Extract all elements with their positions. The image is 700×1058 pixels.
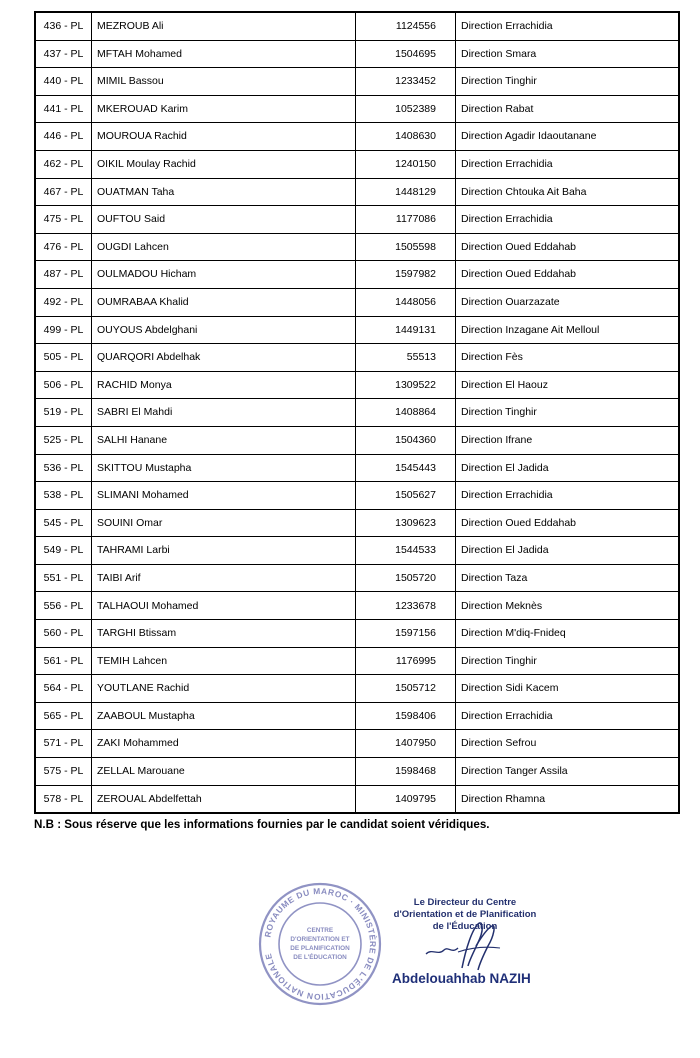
row-number: 505 - PL (35, 344, 92, 372)
table-row (35, 620, 679, 648)
row-number: 441 - PL (35, 95, 92, 123)
table-row (35, 426, 679, 454)
official-stamp (256, 880, 384, 1008)
candidate-code: 1544533 (356, 537, 456, 565)
candidate-code: 1505712 (356, 675, 456, 703)
candidate-code: 1408630 (356, 123, 456, 151)
direction-name: Direction Fès (456, 344, 680, 372)
table-row (35, 150, 679, 178)
candidate-code: 1448129 (356, 178, 456, 206)
row-number: 538 - PL (35, 482, 92, 510)
candidate-code: 1505720 (356, 564, 456, 592)
direction-name: Direction Oued Eddahab (456, 261, 680, 289)
row-number: 561 - PL (35, 647, 92, 675)
candidate-name: TARGHI Btissam (92, 620, 356, 648)
table-row (35, 40, 679, 68)
table-row (35, 344, 679, 372)
candidate-name: QUARQORI Abdelhak (92, 344, 356, 372)
candidate-code: 1598468 (356, 758, 456, 786)
direction-name: Direction Taza (456, 564, 680, 592)
candidate-name: MFTAH Mohamed (92, 40, 356, 68)
candidate-code: 1407950 (356, 730, 456, 758)
candidate-name: ZEROUAL Abdelfettah (92, 785, 356, 813)
candidate-name: MIMIL Bassou (92, 68, 356, 96)
table-row (35, 537, 679, 565)
table-row (35, 675, 679, 703)
row-number: 519 - PL (35, 399, 92, 427)
candidate-code: 1177086 (356, 206, 456, 234)
row-number: 475 - PL (35, 206, 92, 234)
candidate-code: 1504360 (356, 426, 456, 454)
candidate-name: OUATMAN Taha (92, 178, 356, 206)
row-number: 446 - PL (35, 123, 92, 151)
stamp-inner-line: DE L'ÉDUCATION (293, 954, 347, 961)
row-number: 571 - PL (35, 730, 92, 758)
direction-name: Direction Tinghir (456, 647, 680, 675)
table-row (35, 261, 679, 289)
candidate-name: SALHI Hanane (92, 426, 356, 454)
direction-name: Direction Sidi Kacem (456, 675, 680, 703)
direction-name: Direction Errachidia (456, 12, 680, 40)
candidate-code: 1233678 (356, 592, 456, 620)
candidate-code: 1233452 (356, 68, 456, 96)
candidate-name: MEZROUB Ali (92, 12, 356, 40)
direction-name: Direction Tinghir (456, 399, 680, 427)
row-number: 440 - PL (35, 68, 92, 96)
row-number: 462 - PL (35, 150, 92, 178)
candidate-code: 1449131 (356, 316, 456, 344)
candidate-code: 55513 (356, 344, 456, 372)
table-row (35, 592, 679, 620)
direction-name: Direction Tinghir (456, 68, 680, 96)
candidate-name: OUYOUS Abdelghani (92, 316, 356, 344)
table-row (35, 206, 679, 234)
direction-name: Direction Errachidia (456, 702, 680, 730)
candidate-code: 1409795 (356, 785, 456, 813)
signatory-title-line: de l'Éducation (432, 921, 498, 932)
handwritten-signature (418, 918, 508, 978)
direction-name: Direction Oued Eddahab (456, 233, 680, 261)
stamp-outer-text: ROYAUME DU MAROC · MINISTÈRE DE L'ÉDUCATION NATIONALE (262, 885, 379, 1003)
direction-name: Direction Errachidia (456, 150, 680, 178)
candidate-name: OIKIL Moulay Rachid (92, 150, 356, 178)
table-row (35, 288, 679, 316)
row-number: 536 - PL (35, 454, 92, 482)
direction-name: Direction Oued Eddahab (456, 509, 680, 537)
row-number: 551 - PL (35, 564, 92, 592)
candidate-name: ZAKI Mohammed (92, 730, 356, 758)
candidate-name: OUFTOU Said (92, 206, 356, 234)
candidate-code: 1176995 (356, 647, 456, 675)
direction-name: Direction Errachidia (456, 482, 680, 510)
stamp-inner-line: D'ORIENTATION ET (290, 936, 350, 943)
candidate-name: SLIMANI Mohamed (92, 482, 356, 510)
row-number: 492 - PL (35, 288, 92, 316)
table-row (35, 95, 679, 123)
direction-name: Direction Rhamna (456, 785, 680, 813)
row-number: 549 - PL (35, 537, 92, 565)
row-number: 575 - PL (35, 758, 92, 786)
candidate-name: ZAABOUL Mustapha (92, 702, 356, 730)
direction-name: Direction Inzagane Ait Melloul (456, 316, 680, 344)
table-row (35, 178, 679, 206)
candidate-code: 1598406 (356, 702, 456, 730)
stamp-inner-line: DE PLANIFICATION (290, 945, 350, 952)
candidate-name: OULMADOU Hicham (92, 261, 356, 289)
results-table (34, 11, 680, 814)
direction-name: Direction Meknès (456, 592, 680, 620)
direction-name: Direction Rabat (456, 95, 680, 123)
direction-name: Direction Tanger Assila (456, 758, 680, 786)
table-row (35, 564, 679, 592)
row-number: 525 - PL (35, 426, 92, 454)
direction-name: Direction El Jadida (456, 537, 680, 565)
row-number: 556 - PL (35, 592, 92, 620)
direction-name: Direction Smara (456, 40, 680, 68)
candidate-code: 1597156 (356, 620, 456, 648)
table-row (35, 399, 679, 427)
candidate-code: 1408864 (356, 399, 456, 427)
row-number: 560 - PL (35, 620, 92, 648)
candidate-name: OUGDI Lahcen (92, 233, 356, 261)
table-row (35, 758, 679, 786)
direction-name: Direction Errachidia (456, 206, 680, 234)
table-row (35, 730, 679, 758)
results-table-body (35, 12, 679, 813)
candidate-name: MOUROUA Rachid (92, 123, 356, 151)
candidate-code: 1309522 (356, 371, 456, 399)
table-row (35, 371, 679, 399)
row-number: 437 - PL (35, 40, 92, 68)
row-number: 487 - PL (35, 261, 92, 289)
direction-name: Direction Agadir Idaoutanane (456, 123, 680, 151)
candidate-code: 1309623 (356, 509, 456, 537)
row-number: 545 - PL (35, 509, 92, 537)
candidate-code: 1052389 (356, 95, 456, 123)
disclaimer-note: N.B : Sous réserve que les informations fournies par le candidat soient véridiques. (34, 818, 490, 831)
candidate-name: SABRI El Mahdi (92, 399, 356, 427)
candidate-name: TEMIH Lahcen (92, 647, 356, 675)
row-number: 565 - PL (35, 702, 92, 730)
row-number: 578 - PL (35, 785, 92, 813)
candidate-name: ZELLAL Marouane (92, 758, 356, 786)
table-row (35, 12, 679, 40)
direction-name: Direction M'diq-Fnideq (456, 620, 680, 648)
candidate-code: 1504695 (356, 40, 456, 68)
row-number: 476 - PL (35, 233, 92, 261)
direction-name: Direction El Jadida (456, 454, 680, 482)
candidate-name: TALHAOUI Mohamed (92, 592, 356, 620)
candidate-name: TAHRAMI Larbi (92, 537, 356, 565)
signatory-name: Abdelouahhab NAZIH (392, 971, 531, 986)
table-row (35, 68, 679, 96)
table-row (35, 233, 679, 261)
candidate-name: SKITTOU Mustapha (92, 454, 356, 482)
table-row (35, 482, 679, 510)
row-number: 436 - PL (35, 12, 92, 40)
table-row (35, 785, 679, 813)
direction-name: Direction Sefrou (456, 730, 680, 758)
direction-name: Direction Ifrane (456, 426, 680, 454)
candidate-name: OUMRABAA Khalid (92, 288, 356, 316)
table-row (35, 123, 679, 151)
direction-name: Direction Ouarzazate (456, 288, 680, 316)
stamp-inner-line: CENTRE (306, 927, 334, 934)
row-number: 499 - PL (35, 316, 92, 344)
candidate-code: 1505627 (356, 482, 456, 510)
row-number: 467 - PL (35, 178, 92, 206)
table-row (35, 702, 679, 730)
candidate-code: 1124556 (356, 12, 456, 40)
candidate-name: SOUINI Omar (92, 509, 356, 537)
direction-name: Direction El Haouz (456, 371, 680, 399)
candidate-name: TAIBI Arif (92, 564, 356, 592)
signatory-title-line: d'Orientation et de Planification (393, 909, 537, 920)
table-row (35, 316, 679, 344)
table-row (35, 509, 679, 537)
direction-name: Direction Chtouka Ait Baha (456, 178, 680, 206)
table-row (35, 647, 679, 675)
row-number: 506 - PL (35, 371, 92, 399)
candidate-code: 1240150 (356, 150, 456, 178)
candidate-code: 1545443 (356, 454, 456, 482)
candidate-code: 1448056 (356, 288, 456, 316)
table-row (35, 454, 679, 482)
candidate-code: 1597982 (356, 261, 456, 289)
candidate-code: 1505598 (356, 233, 456, 261)
row-number: 564 - PL (35, 675, 92, 703)
candidate-name: YOUTLANE Rachid (92, 675, 356, 703)
signatory-title-line: Le Directeur du Centre (413, 897, 517, 908)
candidate-name: RACHID Monya (92, 371, 356, 399)
candidate-name: MKEROUAD Karim (92, 95, 356, 123)
